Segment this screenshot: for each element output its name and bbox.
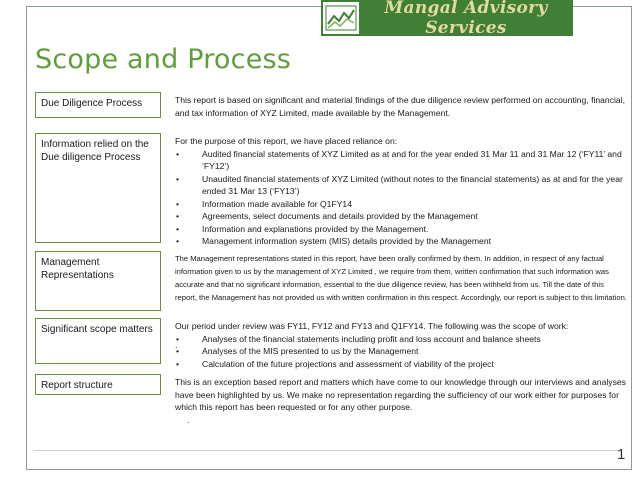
section-text-due-diligence: This report is based on significant and material findings of the due diligence review performed on accounting, financial, and tax information of XYZ Limited, made available by the Management. — [175, 95, 625, 118]
list-item: • Agreements, select documents and details provided by the Management — [175, 210, 627, 223]
section-content-scope — [175, 320, 627, 370]
list-item: • Calculation of the future projections and assessment of viability of the project — [175, 358, 627, 371]
list-item: • Information and explanations provided by the Management. — [175, 223, 627, 236]
page-title: Scope and Process — [35, 44, 292, 75]
footer-divider — [33, 450, 619, 451]
bullet-list-scope — [175, 333, 627, 371]
rising-chart-icon — [323, 2, 359, 34]
brand-name: Mangal Advisory Services — [384, 0, 548, 38]
section-label-due-diligence: Due Diligence Process — [35, 92, 161, 118]
stray-mark: . — [187, 415, 190, 425]
section-label-report: Report structure — [35, 374, 161, 395]
section-label-information: Information relied on the Due diligence Process — [35, 133, 161, 243]
list-item: • Management information system (MIS) details provided by the Management — [175, 235, 627, 248]
section-label-management: Management Representations — [35, 251, 161, 311]
list-item: • Analyses of the financial statements including profit and loss account and balance sheets — [175, 333, 627, 346]
list-item: • Analyses of the MIS presented to us by the Management — [175, 345, 627, 358]
section-intro-scope: Our period under review was FY11, FY12 and FY13 and Q1FY14. The following was the scope of work: — [175, 321, 569, 331]
list-item: • Information made available for Q1FY14 — [175, 198, 627, 211]
section-text-report: This is an exception based report and matters which have come to our knowledge through our interviews and analyses have been highlighted by us. We make no representation regarding the sufficiency of our work either for purposes for which this report has been requested or for any other purpose. — [175, 377, 626, 412]
section-text-management: The Management representations stated in this report, have been orally confirmed by them. In addition, in respect of any factual information given to us by the management of XYZ Limited , we require from them, written confirmation that such information was accurate and that no significant information, essential to the due diligence review, has been withheld from us. Till the date of this report, the Management has not provided us with written confirmation in this respect. Accordingly, our report is subject to this limitation. — [175, 254, 627, 302]
brand-logo — [321, 0, 573, 36]
list-item: • Audited financial statements of XYZ Limited as at and for the year ended 31 Mar 11 and 31 Mar 12 (‘FY11’ and ‘FY12’) — [175, 148, 627, 173]
stray-mark: . — [175, 340, 178, 350]
section-label-scope: Significant scope matters — [35, 318, 161, 364]
section-content-information — [175, 135, 627, 248]
bullet-list-information — [175, 148, 627, 248]
list-item: • Unaudited financial statements of XYZ Limited (without notes to the financial statements) as at and for the year ended 31 Mar 13 (‘FY13’) — [175, 173, 627, 198]
page-number: 1 — [617, 446, 626, 463]
section-intro-information: For the purpose of this report, we have placed reliance on: — [175, 136, 398, 146]
